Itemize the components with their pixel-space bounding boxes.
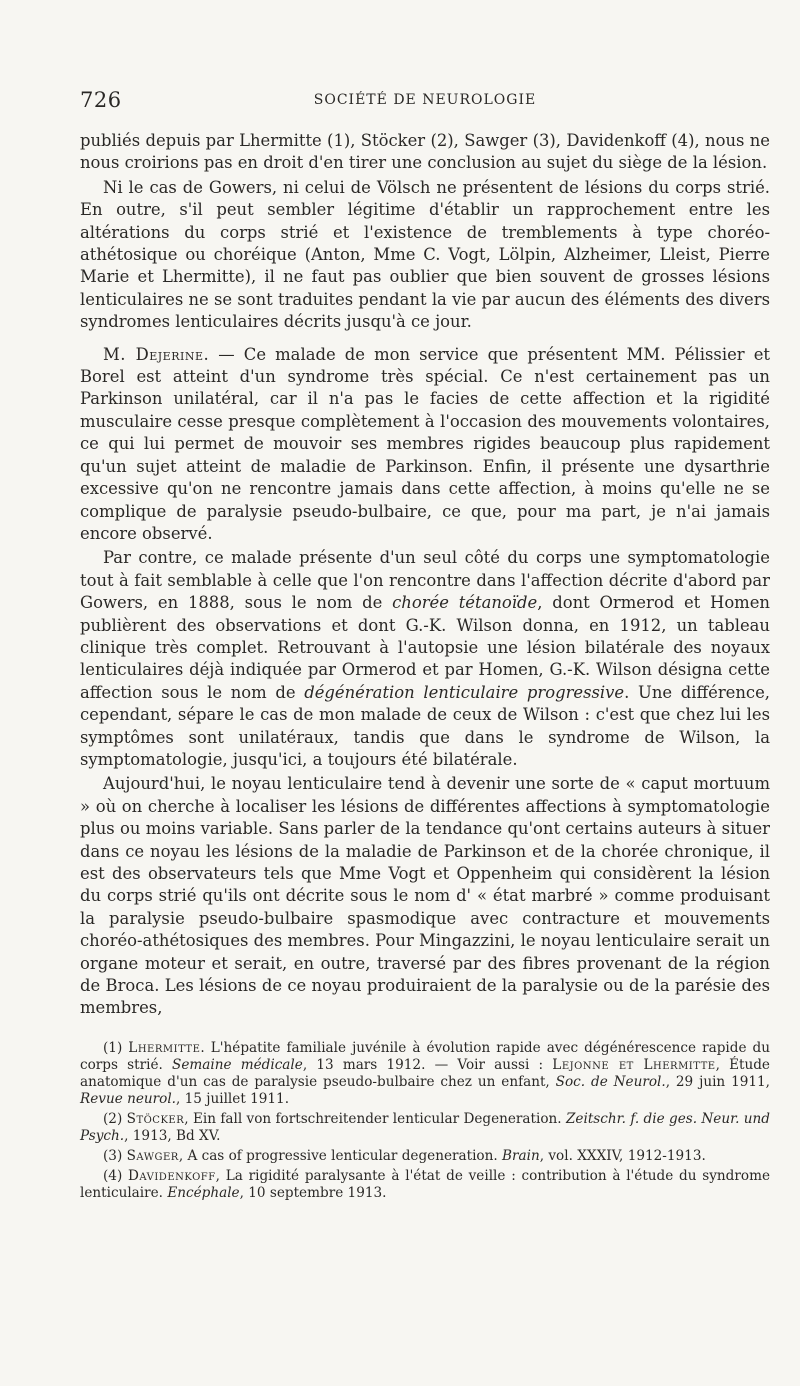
footnote-text: , 29 juin 1911, (665, 1073, 770, 1090)
paragraph-dejerine-text: — Ce malade de mon service que présentent MM. Pélissier et Borel est atteint d'un syndrome très spécial. Ce n'est certainement pas un Parkinson unilatéral, car il n'a pas le facies de cette affection et la rigidité musculaire cesse presque complètement à l'occasion des mouvements volontaires, ce qui lui permet de mouvoir ses membres rigides beaucoup plus rapidement qu'un sujet atteint de maladie de Parkinson. Enfin, il présente une dysarthrie excessive qu'on ne rencontre jamais dans cette affection, à moins qu'elle ne se complique de paralysie pseudo-bulbaire, ce que, pour ma part, je n'ai jamais encore observé. (80, 344, 770, 543)
footnote-journal: Encéphale (167, 1184, 240, 1201)
paragraph-wilson (80, 547, 770, 771)
running-title: SOCIÉTÉ DE NEUROLOGIE (313, 92, 537, 108)
footnote-2 (80, 1111, 770, 1145)
footnotes (80, 1040, 770, 1202)
paragraph-text: Par contre, ce malade présente d'un seul côté du corps une symptomatologie tout à fait semblable à celle que l'on rencontre dans l'affection décrite d'abord par Gowers, en 1888, sous le nom de (80, 548, 770, 613)
footnote-1 (80, 1040, 770, 1108)
paragraph-text: . Une différence, cependant, sépare le cas de mon malade de ceux de Wilson : c'est que chez lui les symptômes sont unilatéraux, tandis que dans le syndrome de Wilson, la symptomatologie, jusqu'ici, a toujours été bilatérale. (80, 682, 771, 769)
footnote-text: . L'hépatite familiale juvénile à évolution rapide avec dégénérescence rapide du corps strié. (80, 1039, 770, 1073)
footnote-journal: Semaine médicale (172, 1056, 303, 1073)
footnote-text: , La rigidité paralysante à l'état de veille : contribution à l'étude du syndrome lenticulaire. (80, 1167, 770, 1201)
footnote-author: Lejonne et Lhermitte (552, 1056, 716, 1073)
article-body (80, 130, 770, 1202)
footnote-text: (3) (103, 1147, 127, 1164)
page-header (80, 88, 770, 118)
paragraph-text: , dont Ormerod et Homen publièrent des observations et dont G.-K. Wilson donna, en 1912, un tableau clinique très complet. Retrouvant à l'autopsie une lésion bilatérale des noyaux lenticulaires déjà indiquée par Ormerod et par Homen, G.-K. Wilson désigna cette affection sous le nom de (80, 593, 770, 702)
footnote-author: Lhermitte (128, 1039, 201, 1056)
footnote-author: Davidenkoff (128, 1167, 216, 1184)
footnote-journal: Revue neurol. (80, 1090, 176, 1107)
footnote-text: , Ein fall von fortschreitender lenticular Degeneration. (184, 1110, 566, 1127)
footnote-journal: Brain (502, 1147, 540, 1164)
footnote-journal: Soc. de Neurol. (555, 1073, 666, 1090)
footnote-text: , A cas of progressive lenticular degeneration. (178, 1147, 503, 1164)
footnote-text: (2) (103, 1110, 127, 1127)
footnote-text: , 10 septembre 1913. (239, 1184, 387, 1201)
paragraph-dejerine (80, 344, 770, 546)
footnote-author: Sawger (126, 1147, 179, 1164)
footnote-4 (80, 1168, 770, 1202)
footnote-journal: Zeitschr. f. die ges. Neur. und Psych. (80, 1110, 771, 1144)
term-italic: dégénération lenticulaire progressive (304, 682, 625, 702)
footnote-text: , vol. XXXIV, 1912-1913. (539, 1147, 706, 1164)
paragraph-lenticular-nucleus: Aujourd'hui, le noyau lenticulaire tend à devenir une sorte de « caput mortuum » où on cherche à localiser les lésions de différentes affections à symptomatologie plus ou moins variable. Sans parler de la tendance qu'ont certains auteurs à situer dans ce noyau les lésions de la maladie de Parkinson et de la chorée chronique, il est des observateurs tels que Mme Vogt et Oppenheim qui considèrent la lésion du corps strié qu'ils ont décrite sous le nom d' « état marbré » comme produisant la paralysie pseudo-bulbaire spasmodique avec contracture et mouvements choréo-athétosiques des membres. Pour Mingazzini, le noyau lenticulaire serait un organe moteur et serait, en outre, traversé par des fibres provenant de la région de Broca. Les lésions de ce noyau produiraient de la paralysie ou de la parésie des membres, (80, 774, 770, 1018)
footnote-text: (4) (103, 1167, 129, 1184)
paragraph-continuation: publiés depuis par Lhermitte (1), Stöcker (2), Sawger (3), Davidenkoff (4), nous ne nous croirions pas en droit d'en tirer une conclusion au sujet du siège de la lésion. (80, 131, 770, 173)
page-number: 726 (80, 88, 122, 112)
footnote-3 (80, 1148, 770, 1165)
footnote-text: , 15 juillet 1911. (176, 1090, 290, 1107)
paragraph-gowers-volsch: Ni le cas de Gowers, ni celui de Völsch ne présentent de lésions du corps strié. En outre, s'il peut sembler légitime d'établir un rapprochement entre les altérations du corps strié et l'existence de tremblements à type choréo-athétosique ou choréique (Anton, Mme C. Vogt, Lölpin, Alzheimer, Lleist, Pierre Marie et Lhermitte), il ne faut pas oublier que bien souvent de grosses lésions lenticulaires ne se sont traduites pendant la vie par aucun des éléments des divers syndromes lenticulaires décrits jusqu'à ce jour. (80, 177, 770, 332)
footnote-text: , 1913, Bd XV. (124, 1127, 221, 1144)
footnote-text: , 13 mars 1912. — Voir aussi : (302, 1056, 553, 1073)
footnote-text: , Étude anatomique d'un cas de paralysie pseudo-bulbaire chez un enfant, (80, 1056, 770, 1090)
footnote-author: Stöcker (126, 1110, 185, 1127)
speaker-name: M. Dejerine. (103, 344, 210, 364)
term-italic: chorée tétanoïde (392, 593, 538, 613)
footnote-text: (1) (103, 1039, 129, 1056)
